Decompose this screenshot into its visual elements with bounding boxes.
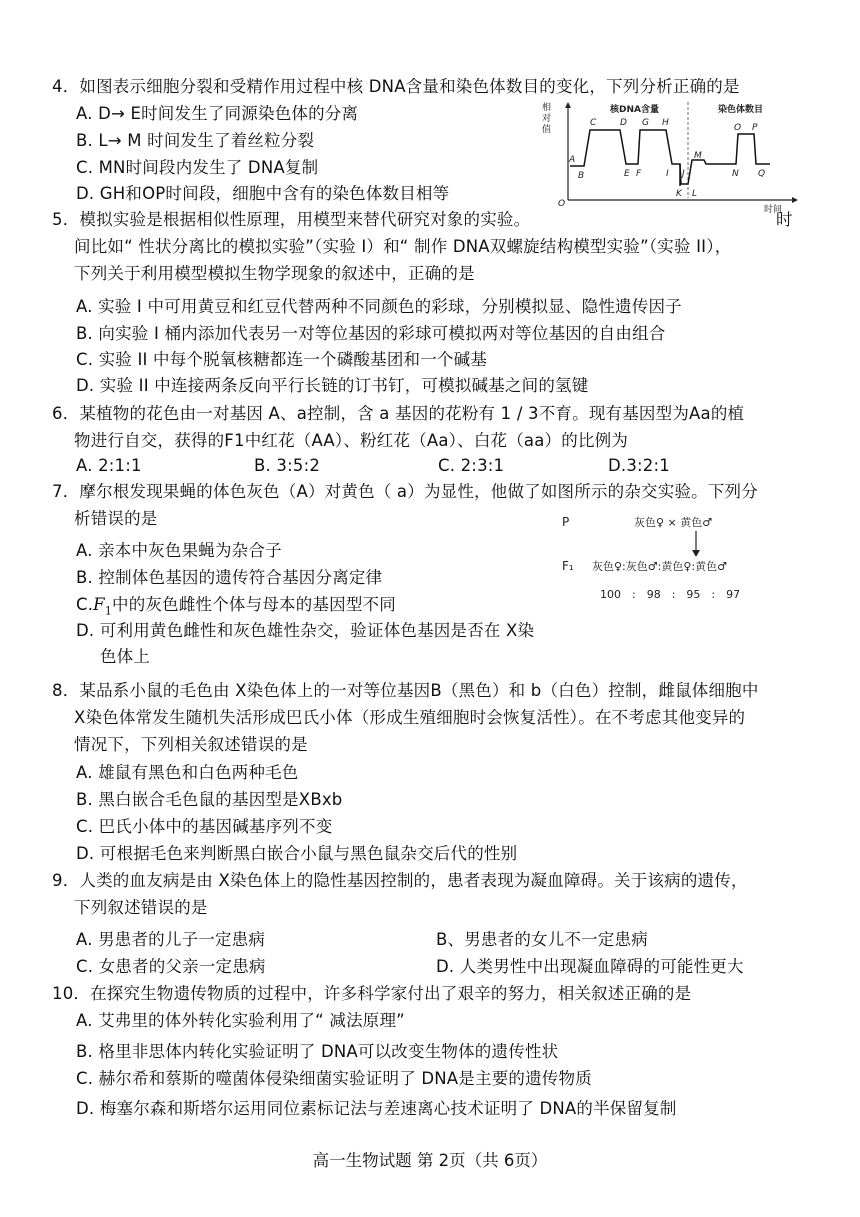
q5-option-d: D. 实验 II 中连接两条反向平行长链的订书钉，可模拟碱基之间的氢键 [76,376,589,395]
q8-stem-line-1: 8．某品系小鼠的毛色由 X染色体上的一对等位基因B（黑色）和 b（白色）控制，雌鼠体细胞中 [52,681,759,700]
cross-counts: 100 : 98 : 95 : 97 [600,588,741,601]
q4-option-d: D. GH和OP时间段，细胞中含有的染色体数目相等 [76,184,450,203]
q9-option-c: C. 女患者的父亲一定患病 [76,957,266,976]
q5-stem-line-1: 5．模拟实验是根据相似性原理，用模型来替代研究对象的实验。 [52,210,531,229]
q7-option-c-sub: 1 [104,604,113,618]
q8-option-d: D. 可根据毛色来判断黑白嵌合小鼠与黑色鼠杂交后代的性别 [76,844,518,863]
graph-point-b: B [578,171,585,181]
q10-option-b: B. 格里非思体内转化实验证明了 DNA可以改变生物体的遗传性状 [76,1042,559,1061]
graph-y-label-3: 值 [542,125,552,135]
q5-stem-line-2: 间比如“ 性状分离比的模拟实验”（实验 I）和“ 制作 DNA双螺旋结构模型实验”（实验 II）， [74,237,732,256]
cross-parents: 灰色♀ × 黄色♂ [634,516,713,529]
q10-option-d: D. 梅塞尔森和斯塔尔运用同位素标记法与差速离心技术证明了 DNA的半保留复制 [76,1099,677,1118]
q7-option-c-f: F [93,595,105,614]
graph-point-p: P [752,123,758,133]
graph-y-label-1: 相 [542,103,552,113]
q6-option-d: D.3:2:1 [608,456,670,475]
graph-point-q: Q [758,169,766,179]
q9-stem-line-1: 9．人类的血友病是由 X染色体上的隐性基因控制的，患者表现为凝血障碍。关于该病的遗传， [52,871,748,890]
q6-stem-line-2: 物进行自交，获得的F1中红花（AA）、粉红花（Aa）、白花（aa）的比例为 [74,431,629,450]
q6-option-c: C. 2:3:1 [438,456,505,475]
q9-option-a: A. 男患者的儿子一定患病 [76,930,266,949]
q8-stem-line-2: X染色体常发生随机失活形成巴氏小体（形成生殖细胞时会恢复活性）。在不考虑其他变异的 [74,708,746,727]
q9-option-d: D. 人类男性中出现凝血障碍的可能性更大 [436,957,744,976]
graph-point-n: N [732,169,739,179]
q5-option-a: A. 实验 I 中可用黄豆和红豆代替两种不同颜色的彩球，分别模拟显、隐性遗传因子 [76,297,682,316]
q10-option-a: A. 艾弗里的体外转化实验利用了“ 减法原理” [76,1011,405,1030]
graph-point-e: E [624,169,630,179]
graph-point-j: J [682,169,685,179]
q4-graph [538,100,800,214]
graph-point-h: H [662,118,669,128]
q7-cross-diagram [556,512,804,604]
graph-x-label: 时间 [764,205,783,214]
q9-option-b: B、男患者的女儿不一定患病 [436,930,648,949]
graph-point-d: D [620,118,627,128]
q8-option-c: C. 巴氏小体中的基因碱基序列不变 [76,817,333,836]
q6-option-b: B. 3:5:2 [254,456,321,475]
cross-offspring: 灰色♀:灰色♂:黄色♀:黄色♂ [592,560,727,573]
q5-option-b: B. 向实验 I 桶内添加代表另一对等位基因的彩球可模拟两对等位基因的自由组合 [76,324,666,343]
graph-point-m: M [694,151,702,161]
q10-option-c: C. 赫尔希和蔡斯的噬菌体侵染细菌实验证明了 DNA是主要的遗传物质 [76,1069,592,1088]
q7-stem-line-1: 7．摩尔根发现果蝇的体色灰色（A）对黄色（ a）为显性，他做了如图所示的杂交实验。下列分 [52,482,758,501]
q4-option-a: A. D→ E时间发生了同源染色体的分离 [76,104,359,123]
q8-option-a: A. 雄鼠有黑色和白色两种毛色 [76,763,299,782]
graph-point-g: G [642,118,649,128]
q7-stem-line-2: 析错误的是 [74,509,158,528]
graph-point-c: C [590,118,597,128]
q7-option-d-line-2: 色体上 [100,647,151,666]
q7-option-b: B. 控制体色基因的遗传符合基因分离定律 [76,568,383,587]
q4-option-b: B. L→ M 时间发生了着丝粒分裂 [76,131,315,150]
q7-option-c-prefix: C. [76,595,94,614]
graph-point-o: O [734,123,742,133]
cross-p-label: P [562,515,570,529]
graph-y-label-2: 对 [542,114,552,124]
q6-stem-line-1: 6．某植物的花色由一对基因 A、a控制，含 a 基因的花粉有 1 / 3不育。现有基因型为Aa的植 [52,404,745,423]
graph-point-i: I [666,169,669,179]
q5-stem-line-3: 下列关于利用模型模拟生物学现象的叙述中，正确的是 [74,264,475,283]
q7-option-d-line-1: D. 可利用黄色雌性和灰色雄性杂交，验证体色基因是否在 X染 [76,621,535,640]
cross-f1-label: F₁ [562,559,574,573]
graph-chrom-label: 染色体数目 [718,105,764,115]
q4-stem: 4．如图表示细胞分裂和受精作用过程中核 DNA含量和染色体数目的变化，下列分析正确的是 [52,77,740,96]
graph-point-f: F [636,169,642,179]
q5-option-c: C. 实验 II 中每个脱氧核糖都连一个磷酸基团和一个碱基 [76,350,488,369]
graph-dna-label: 核DNA含量 [610,105,659,115]
q9-stem-line-2: 下列叙述错误的是 [74,898,208,917]
graph-point-k: K [676,189,682,199]
graph-point-a: A [569,155,576,165]
q6-option-a: A. 2:1:1 [76,456,142,475]
q8-option-b: B. 黑白嵌合毛色鼠的基因型是XBxb [76,790,343,809]
graph-point-l: L [692,189,698,199]
q4-option-c: C. MN时间段内发生了 DNA复制 [76,158,319,177]
q8-stem-line-3: 情况下，下列相关叙述错误的是 [74,735,308,754]
q5-stem-line-1-tail: 时 [776,210,793,229]
graph-origin: O [558,199,566,209]
q7-option-c-rest: 中的灰色雌性个体与母本的基因型不同 [112,595,396,614]
page-footer: 高一生物试题 第 2页（共 6页） [312,1151,548,1170]
q7-option-c [76,594,396,622]
q7-option-a: A. 亲本中灰色果蝇为杂合子 [76,541,282,560]
q10-stem: 10．在探究生物遗传物质的过程中，许多科学家付出了艰辛的努力，相关叙述正确的是 [52,984,692,1003]
